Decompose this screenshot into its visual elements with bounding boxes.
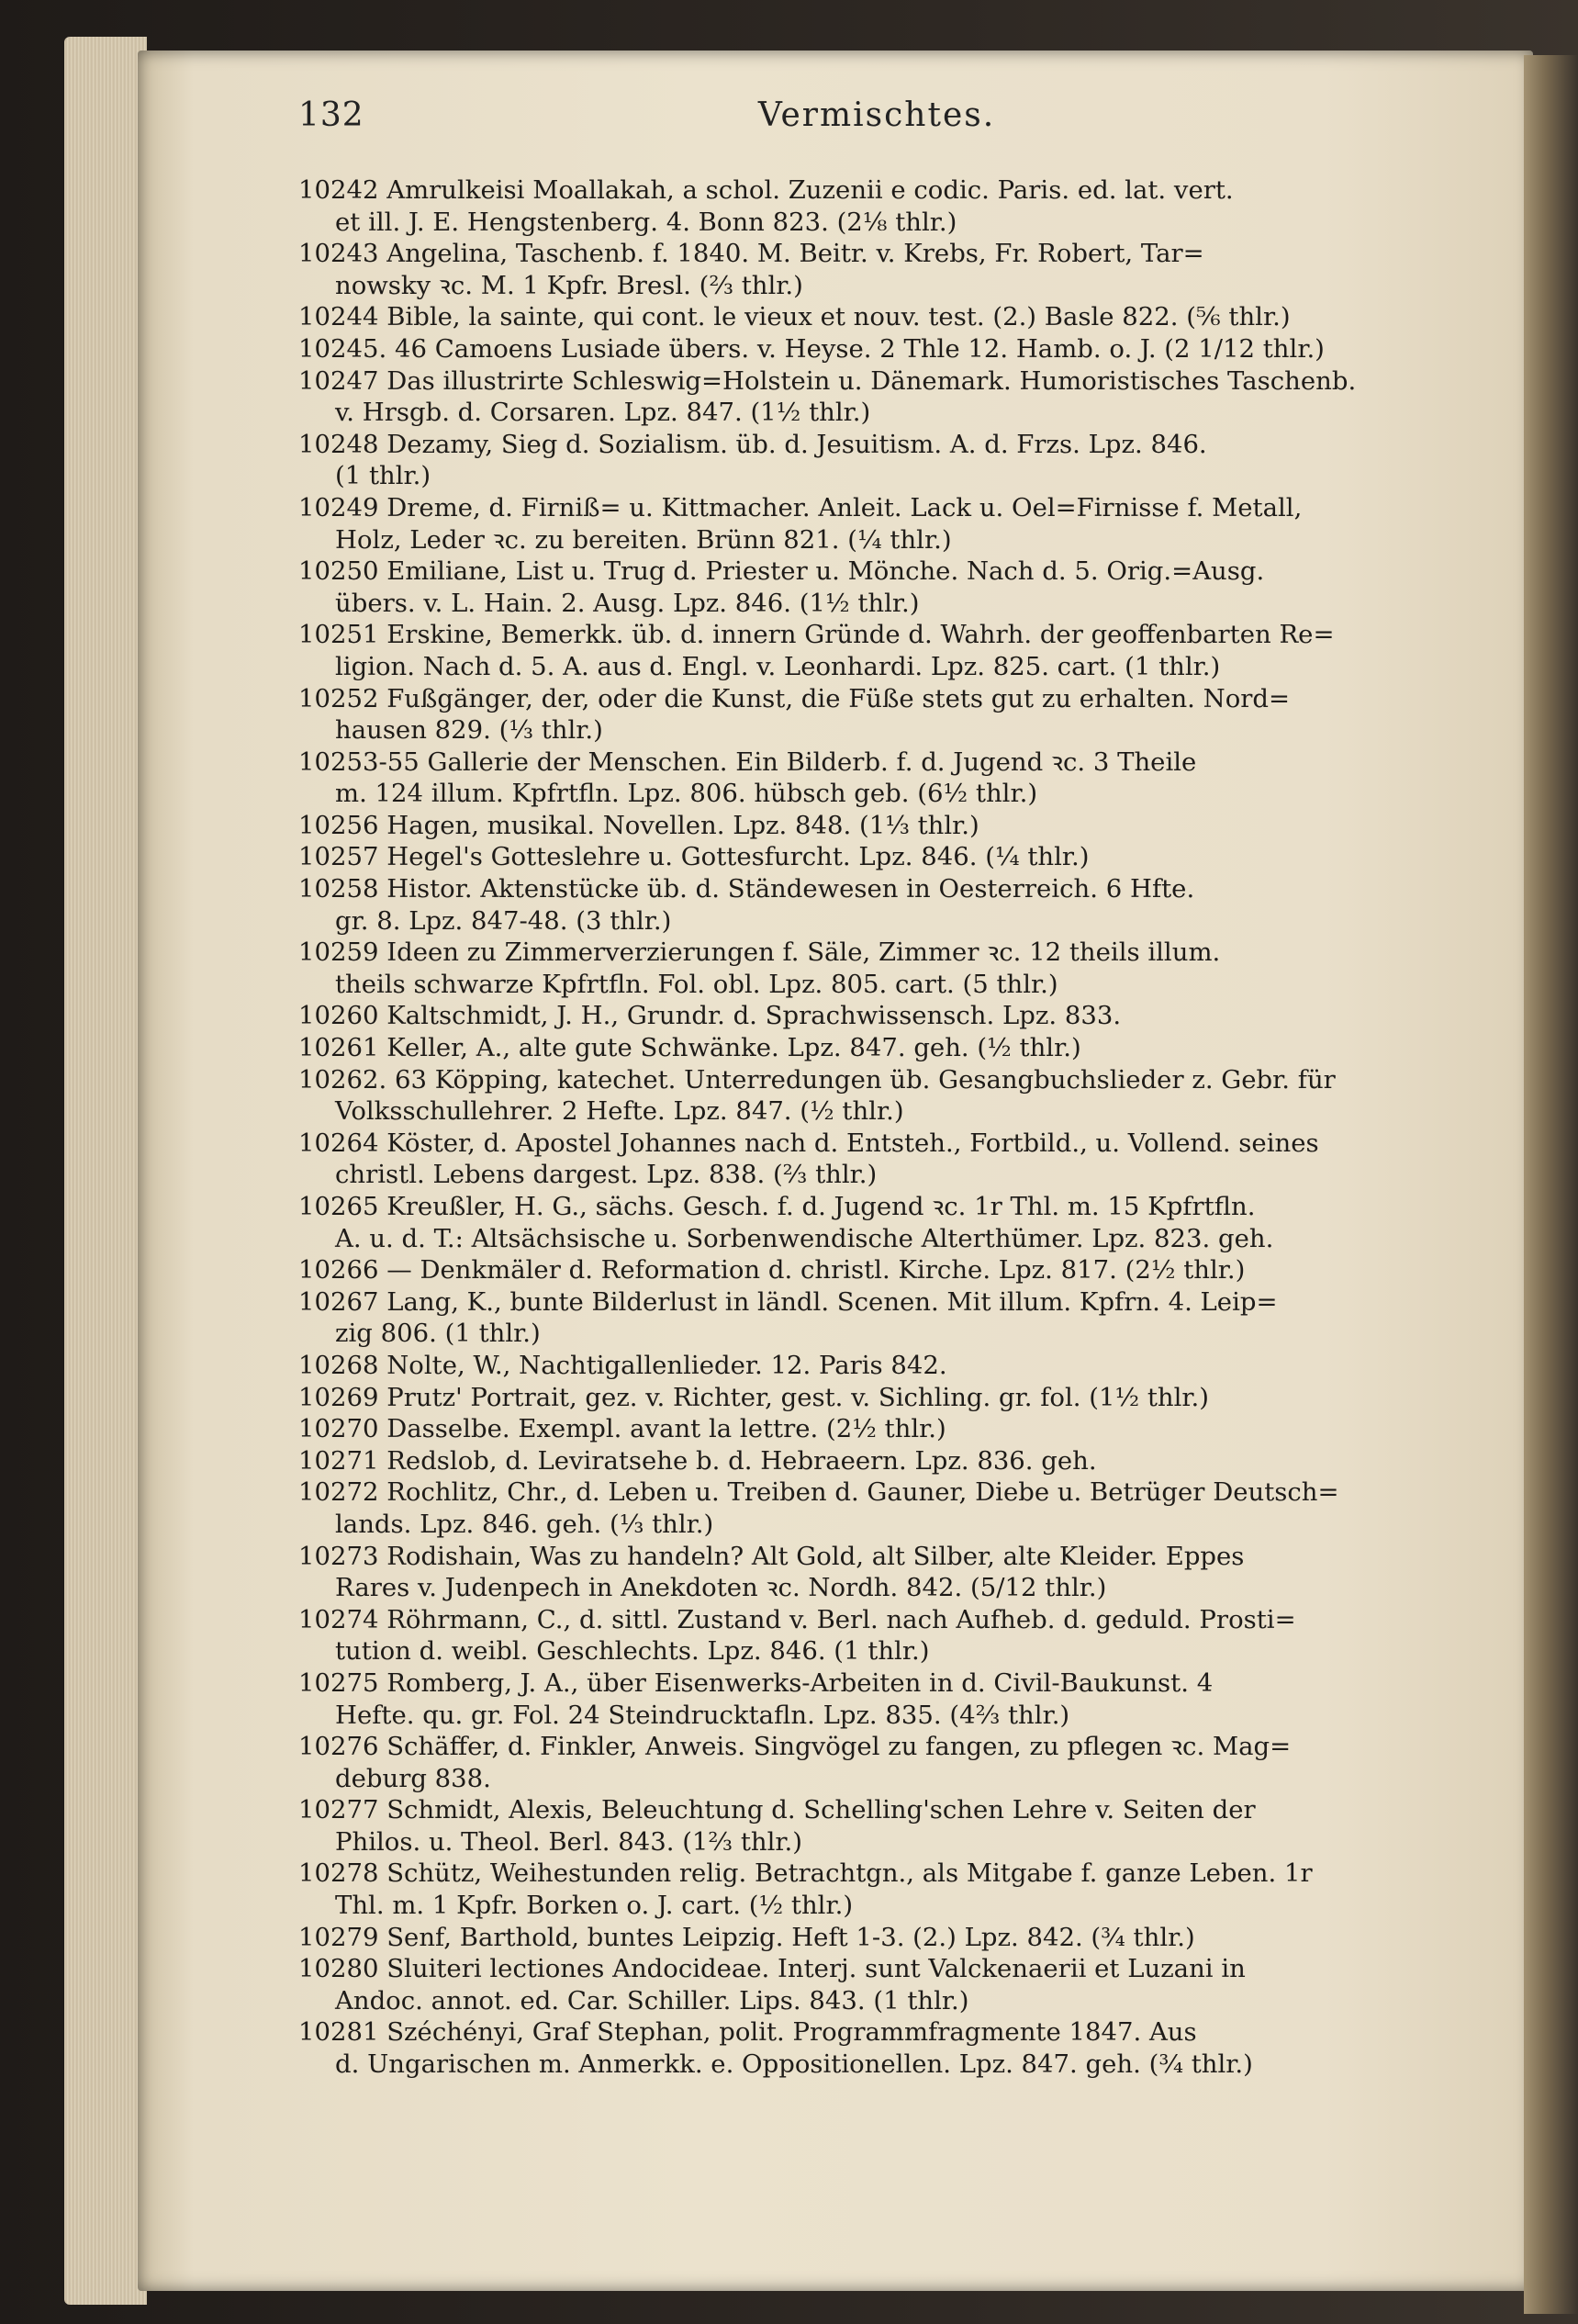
entry-first-line: 10280 Sluiteri lectiones Andocideae. Interj. sunt Valckenaerii et Luzani in <box>298 1954 1246 1984</box>
catalog-entry <box>298 1064 1455 1128</box>
entry-continuation-line: theils schwarze Kpfrtfln. Fol. obl. Lpz. 805. cart. (5 thlr.) <box>335 969 1058 999</box>
entry-first-line: 10265 Kreußler, H. G., sächs. Gesch. f. d. Jugend ꝛc. 1r Thl. m. 15 Kpfrtfln. <box>298 1192 1256 1221</box>
entry-continuation-line: (1 thlr.) <box>335 461 431 491</box>
catalog-entry <box>298 810 1455 842</box>
entry-first-line: 10268 Nolte, W., Nachtigallenlieder. 12. Paris 842. <box>298 1350 947 1380</box>
entry-first-line: 10257 Hegel's Gotteslehre u. Gottesfurcht. Lpz. 846. (¼ thlr.) <box>298 842 1090 872</box>
entry-first-line: 10271 Redslob, d. Leviratsehe b. d. Hebraeern. Lpz. 836. geh. <box>298 1445 1097 1476</box>
catalog-entries <box>298 174 1455 2081</box>
entry-first-line: 10243 Angelina, Taschenb. f. 1840. M. Beitr. v. Krebs, Fr. Robert, Tar= <box>298 239 1204 269</box>
entry-first-line: 10253-55 Gallerie der Menschen. Ein Bilderb. f. d. Jugend ꝛc. 3 Theile <box>298 747 1197 777</box>
entry-first-line: 10278 Schütz, Weihestunden relig. Betrachtgn., als Mitgabe f. ganze Leben. 1r <box>298 1858 1313 1889</box>
entry-first-line: 10267 Lang, K., bunte Bilderlust in ländl. Scenen. Mit illum. Kpfrn. 4. Leip= <box>298 1286 1278 1317</box>
entry-first-line: 10281 Széchényi, Graf Stephan, polit. Programmfragmente 1847. Aus <box>298 2017 1197 2048</box>
entry-first-line: 10270 Dasselbe. Exempl. avant la lettre. (2½ thlr.) <box>298 1414 946 1444</box>
catalog-entry <box>298 365 1455 429</box>
catalog-entry <box>298 1382 1455 1414</box>
catalog-entry <box>298 873 1455 937</box>
entry-first-line: 10266 — Denkmäler d. Reformation d. christl. Kirche. Lpz. 817. (2½ thlr.) <box>298 1255 1246 1285</box>
catalog-entry <box>298 1794 1455 1858</box>
catalog-entry <box>298 1128 1455 1191</box>
entry-continuation-line: d. Ungarischen m. Anmerkk. e. Oppositionellen. Lpz. 847. geh. (¾ thlr.) <box>335 2049 1253 2080</box>
catalog-entry <box>298 1191 1455 1254</box>
entry-first-line: 10258 Histor. Aktenstücke üb. d. Ständewesen in Oesterreich. 6 Hfte. <box>298 874 1195 904</box>
catalog-entry <box>298 1413 1455 1445</box>
entry-continuation-line: et ill. J. E. Hengstenberg. 4. Bonn 823. (2⅛ thlr.) <box>335 207 957 237</box>
entry-first-line: 10279 Senf, Barthold, buntes Leipzig. Heft 1-3. (2.) Lpz. 842. (¾ thlr.) <box>298 1922 1195 1952</box>
entry-continuation-line: Philos. u. Theol. Berl. 843. (1⅔ thlr.) <box>335 1826 802 1857</box>
entry-continuation-line: hausen 829. (⅓ thlr.) <box>335 715 603 746</box>
catalog-entry <box>298 1731 1455 1794</box>
catalog-entry <box>298 2016 1455 2080</box>
entry-continuation-line: v. Hrsgb. d. Corsaren. Lpz. 847. (1½ thlr.) <box>335 398 871 428</box>
entry-first-line: 10274 Röhrmann, C., d. sittl. Zustand v. Berl. nach Aufheb. d. geduld. Prosti= <box>298 1604 1296 1634</box>
entry-first-line: 10277 Schmidt, Alexis, Beleuchtung d. Schelling'schen Lehre v. Seiten der <box>298 1795 1256 1825</box>
running-title: Vermischtes. <box>757 96 996 134</box>
catalog-entry <box>298 1032 1455 1064</box>
entry-first-line: 10275 Romberg, J. A., über Eisenwerks-Arbeiten in d. Civil-Baukunst. 4 <box>298 1667 1214 1698</box>
entry-first-line: 10262. 63 Köpping, katechet. Unterredungen üb. Gesangbuchslieder z. Gebr. für <box>298 1064 1336 1095</box>
entry-continuation-line: zig 806. (1 thlr.) <box>335 1319 541 1349</box>
entry-first-line: 10251 Erskine, Bemerkk. üb. d. innern Gründe d. Wahrh. der geoffenbarten Re= <box>298 620 1335 650</box>
catalog-entry <box>298 1286 1455 1350</box>
entry-first-line: 10260 Kaltschmidt, J. H., Grundr. d. Sprachwissensch. Lpz. 833. <box>298 1001 1122 1031</box>
catalog-entry <box>298 1000 1455 1032</box>
entry-continuation-line: Rares v. Judenpech in Anekdoten ꝛc. Nordh. 842. (5/12 thlr.) <box>335 1573 1107 1603</box>
entry-continuation-line: christl. Lebens dargest. Lpz. 838. (⅔ thlr.) <box>335 1160 878 1190</box>
catalog-entry <box>298 556 1455 619</box>
entry-first-line: 10272 Rochlitz, Chr., d. Leben u. Treiben d. Gauner, Diebe u. Betrüger Deutsch= <box>298 1477 1339 1508</box>
catalog-entry <box>298 937 1455 1000</box>
entry-continuation-line: übers. v. L. Hain. 2. Ausg. Lpz. 846. (1½ thlr.) <box>335 588 920 618</box>
entry-first-line: 10245. 46 Camoens Lusiade übers. v. Heyse. 2 Thle 12. Hamb. o. J. (2 1/12 thlr.) <box>298 333 1325 364</box>
entry-first-line: 10273 Rodishain, Was zu handeln? Alt Gold, alt Silber, alte Kleider. Eppes <box>298 1541 1245 1571</box>
entry-first-line: 10248 Dezamy, Sieg d. Sozialism. üb. d. Jesuitism. A. d. Frzs. Lpz. 846. <box>298 429 1207 459</box>
catalog-entry <box>298 1922 1455 1954</box>
catalog-entry <box>298 1350 1455 1382</box>
page-header <box>298 96 1455 142</box>
catalog-entry <box>298 1254 1455 1286</box>
entry-continuation-line: Volksschullehrer. 2 Hefte. Lpz. 847. (½ thlr.) <box>335 1096 904 1127</box>
entry-first-line: 10259 Ideen zu Zimmerverzierungen f. Säle, Zimmer ꝛc. 12 theils illum. <box>298 937 1221 968</box>
catalog-entry <box>298 683 1455 747</box>
catalog-entry <box>298 1445 1455 1477</box>
facing-page-edge <box>1524 55 1578 2314</box>
entry-first-line: 10247 Das illustrirte Schleswig=Holstein u. Dänemark. Humoristisches Taschenb. <box>298 365 1357 396</box>
entry-continuation-line: lands. Lpz. 846. geh. (⅓ thlr.) <box>335 1509 714 1539</box>
page-number: 132 <box>298 96 364 134</box>
entry-continuation-line: Hefte. qu. gr. Fol. 24 Steindrucktafln. Lpz. 835. (4⅔ thlr.) <box>335 1700 1070 1730</box>
entry-first-line: 10249 Dreme, d. Firniß= u. Kittmacher. Anleit. Lack u. Oel=Firnisse f. Metall, <box>298 492 1303 522</box>
catalog-entry <box>298 747 1455 810</box>
catalog-entry <box>298 841 1455 873</box>
entry-first-line: 10244 Bible, la sainte, qui cont. le vieux et nouv. test. (2.) Basle 822. (⅚ thlr.) <box>298 302 1291 332</box>
entry-continuation-line: deburg 838. <box>335 1763 491 1793</box>
entry-first-line: 10250 Emiliane, List u. Trug d. Priester u. Mönche. Nach d. 5. Orig.=Ausg. <box>298 556 1265 587</box>
entry-continuation-line: nowsky ꝛc. M. 1 Kpfr. Bresl. (⅔ thlr.) <box>335 270 803 300</box>
entry-first-line: 10256 Hagen, musikal. Novellen. Lpz. 848. (1⅓ thlr.) <box>298 810 979 840</box>
entry-first-line: 10276 Schäffer, d. Finkler, Anweis. Singvögel zu fangen, zu pflegen ꝛc. Mag= <box>298 1732 1292 1762</box>
entry-first-line: 10252 Fußgänger, der, oder die Kunst, die Füße stets gut zu erhalten. Nord= <box>298 683 1291 713</box>
catalog-entry <box>298 1604 1455 1667</box>
catalog-entry <box>298 1953 1455 2016</box>
entry-continuation-line: Holz, Leder ꝛc. zu bereiten. Brünn 821. (¼ thlr.) <box>335 524 952 555</box>
entry-continuation-line: Thl. m. 1 Kpfr. Borken o. J. cart. (½ thlr.) <box>335 1891 854 1921</box>
entry-continuation-line: Andoc. annot. ed. Car. Schiller. Lips. 843. (1 thlr.) <box>335 1985 969 2015</box>
entry-continuation-line: A. u. d. T.: Altsächsische u. Sorbenwendische Alterthümer. Lpz. 823. geh. <box>335 1223 1274 1253</box>
entry-continuation-line: m. 124 illum. Kpfrtfln. Lpz. 806. hübsch geb. (6½ thlr.) <box>335 779 1038 809</box>
entry-first-line: 10242 Amrulkeisi Moallakah, a schol. Zuzenii e codic. Paris. ed. lat. vert. <box>298 175 1234 205</box>
entry-continuation-line: ligion. Nach d. 5. A. aus d. Engl. v. Leonhardi. Lpz. 825. cart. (1 thlr.) <box>335 651 1221 681</box>
entry-first-line: 10269 Prutz' Portrait, gez. v. Richter, gest. v. Sichling. gr. fol. (1½ thlr.) <box>298 1382 1210 1412</box>
catalog-entry <box>298 1667 1455 1731</box>
catalog-entry <box>298 1858 1455 1921</box>
entry-continuation-line: gr. 8. Lpz. 847-48. (3 thlr.) <box>335 905 672 936</box>
catalog-entry <box>298 333 1455 365</box>
entry-continuation-line: tution d. weibl. Geschlechts. Lpz. 846. (1 thlr.) <box>335 1636 930 1667</box>
entry-first-line: 10261 Keller, A., alte gute Schwänke. Lpz. 847. geh. (½ thlr.) <box>298 1033 1081 1063</box>
entry-first-line: 10264 Köster, d. Apostel Johannes nach d. Entsteh., Fortbild., u. Vollend. seines <box>298 1128 1319 1158</box>
catalog-entry <box>298 1476 1455 1540</box>
page-stack-edge <box>64 37 147 2305</box>
catalog-entry <box>298 238 1455 301</box>
catalog-entry <box>298 619 1455 682</box>
catalog-entry <box>298 429 1455 492</box>
catalog-entry <box>298 301 1455 333</box>
catalog-entry <box>298 492 1455 556</box>
catalog-entry <box>298 1541 1455 1604</box>
catalog-entry <box>298 174 1455 238</box>
